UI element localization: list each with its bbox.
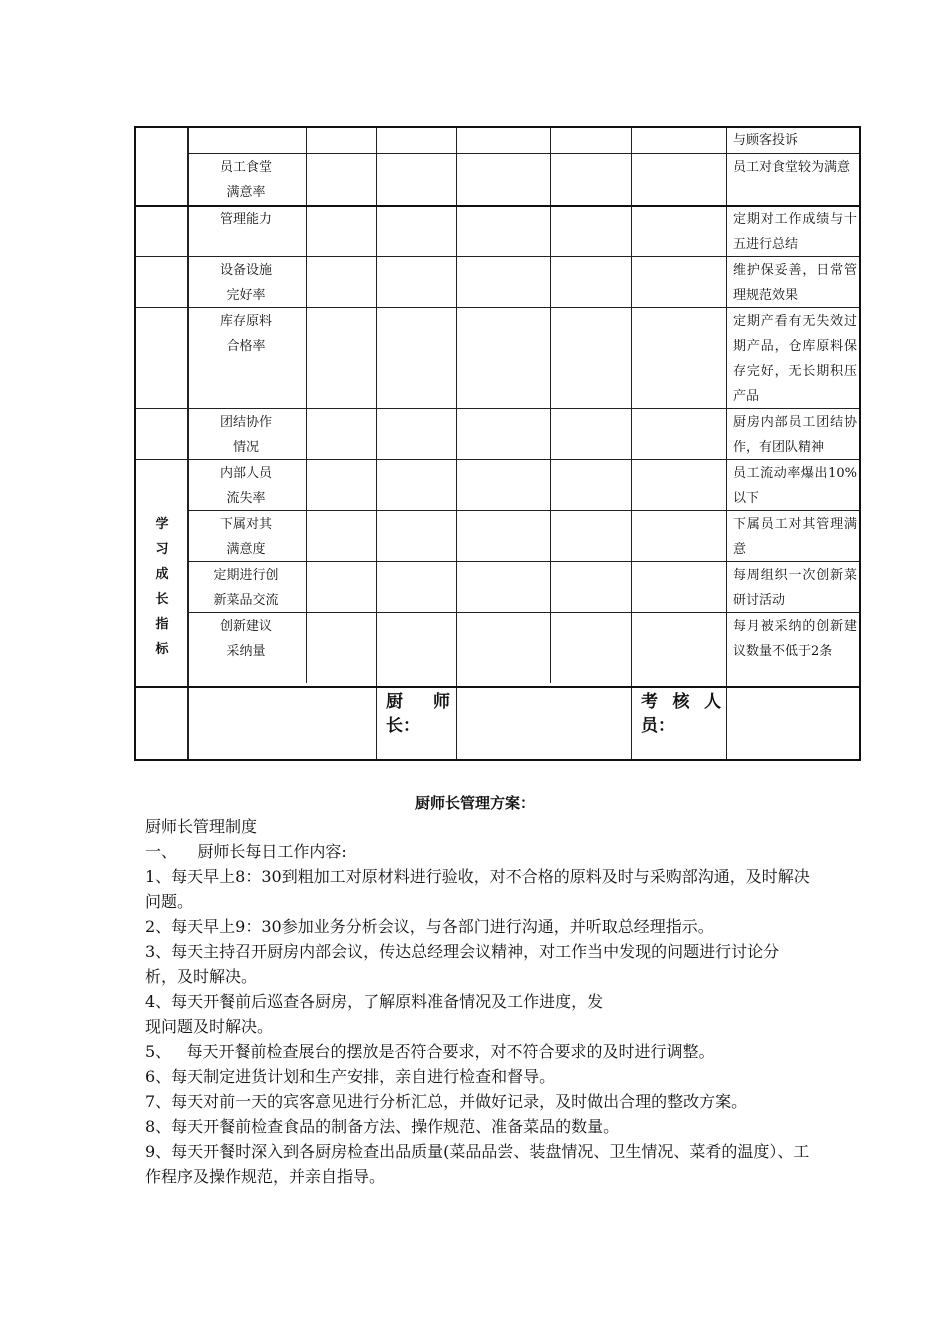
paragraph: 7、每天对前一天的宾客意见进行分析汇总，并做好记录，及时做出合理的整改方案。: [145, 1092, 748, 1111]
paragraph: 1、每天早上8：30到粗加工对原材料进行验收，对不合格的原料及时与采购部沟通，及时解决问题。: [145, 867, 810, 911]
row-desc: 厨房内部员工团结协作，有团队精神: [733, 415, 857, 455]
row-desc: 定期对工作成绩与十五进行总结: [733, 212, 857, 252]
row-label: 管理能力: [219, 212, 272, 227]
document-body: [145, 814, 810, 1189]
row-divider: [136, 686, 859, 688]
row-label: 内部人员流失率: [219, 466, 272, 506]
row-label: 员工食堂满意率: [219, 160, 272, 200]
evaluation-table: [134, 126, 861, 761]
col-divider: [631, 128, 632, 759]
paragraph: 8、每天开餐前检查食品的制备方法、操作规范、准备菜品的数量。: [145, 1117, 620, 1136]
paragraph: 3、每天主持召开厨房内部会议，传达总经理会议精神，对工作当中发现的问题进行讨论分析，及时解决。: [145, 942, 780, 986]
col-divider: [376, 128, 377, 759]
row-label: 定期进行创新菜品交流: [213, 568, 279, 608]
paragraph: 5、 每天开餐前检查展台的摆放是否符合要求，对不符合要求的及时进行调整。: [145, 1042, 715, 1061]
row-label: 库存原料合格率: [219, 314, 272, 354]
row-label: 下属对其满意度: [219, 517, 272, 557]
chef-signature-label: 厨师长：: [386, 692, 450, 736]
paragraph: 厨师长管理制度: [145, 817, 258, 836]
paragraph: 2、每天早上9：30参加业务分析会议，与各部门进行沟通，并听取总经理指示。: [145, 917, 714, 936]
col-divider: [187, 128, 189, 759]
row-desc: 与顾客投诉: [733, 133, 799, 148]
col-divider: [456, 128, 457, 759]
reviewer-signature-label: 考核人员：: [641, 692, 721, 736]
paragraph: 一、 厨师长每日工作内容:: [145, 842, 347, 861]
paragraph: 6、每天制定进货计划和生产安排，亲自进行检查和督导。: [145, 1067, 556, 1086]
paragraph: 9、每天开餐时深入到各厨房检查出品质量(菜品品尝、装盘情况、卫生情况、菜肴的温度）、工作程序及操作规范，并亲自指导。: [145, 1142, 810, 1186]
row-desc: 员工流动率爆出10%以下: [733, 466, 857, 506]
row-label: 设备设施完好率: [219, 263, 272, 303]
row-desc: 每周组织一次创新菜研讨活动: [733, 568, 857, 608]
page-title: 厨师长管理方案：: [414, 794, 535, 812]
row-desc: 维护保妥善，日常管理规范效果: [733, 263, 857, 303]
col-divider: [726, 128, 727, 759]
paragraph: 4、每天开餐前后巡查各厨房，了解原料准备情况及工作进度，发: [145, 992, 604, 1011]
row-desc: 员工对食堂较为满意: [733, 160, 851, 175]
col-divider: [306, 128, 307, 683]
row-desc: 定期产看有无失效过期产品，仓库原料保存完好，无长期积压产品: [733, 314, 857, 404]
row-label: 团结协作情况: [219, 415, 272, 455]
row-desc: 下属员工对其管理满意: [733, 517, 857, 557]
row-divider: [187, 153, 859, 154]
category-label: 学习成长指标: [155, 517, 169, 657]
col-divider: [550, 128, 551, 683]
paragraph: 现问题及时解决。: [145, 1017, 274, 1036]
row-desc: 每月被采纳的创新建议数量不低于2条: [733, 619, 857, 659]
row-label: 创新建议采纳量: [219, 619, 272, 659]
